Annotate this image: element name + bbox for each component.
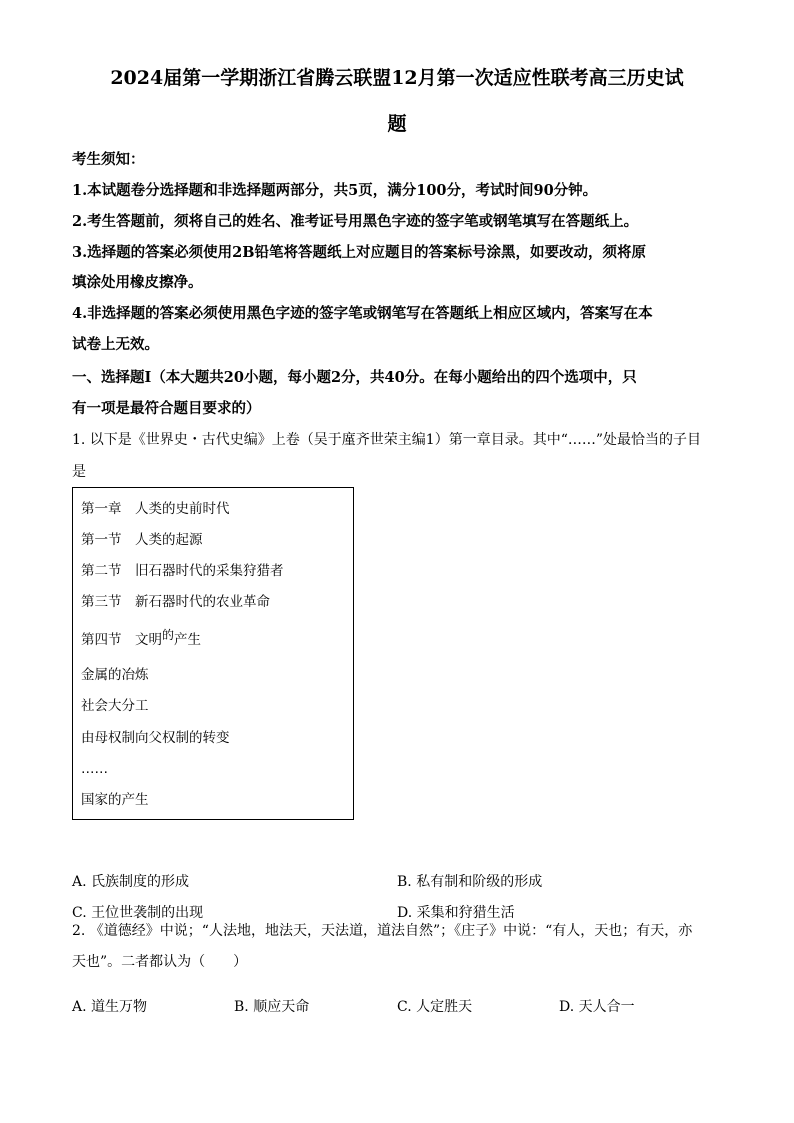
- toc-section-3: 第三节 新石器时代的农业革命: [81, 594, 270, 610]
- toc-section-2: 第二节 旧石器时代的采集狩猎者: [81, 563, 284, 579]
- question-1-option-c[interactable]: C. 王位世袭制的出现: [72, 905, 204, 921]
- notice-item: 2.考生答题前，须将自己的姓名、准考证号用黑色字迹的签字笔或钢笔填写在答题纸上。: [72, 213, 639, 230]
- toc-section-4: [81, 628, 202, 649]
- toc-section-4-superscript: 的: [162, 628, 175, 642]
- toc-item-3: 由母权制向父权制的转变: [81, 730, 230, 746]
- question-2-option-c[interactable]: C. 人定胜天: [397, 999, 473, 1015]
- question-1-option-d[interactable]: D. 采集和狩猎生活: [397, 905, 515, 921]
- toc-section-4-part-b: 产生: [174, 632, 202, 648]
- toc-item-2: 社会大分工: [81, 698, 149, 714]
- notice-item: 4.非选择题的答案必须使用黑色字迹的签字笔或钢笔写在答题纸上相应区域内，答案写在本: [72, 305, 653, 322]
- question-2-stem-line-1: 2. 《道德经》中说；“人法地，地法天，天法道，道法自然”；《庄子》中说：“有人，天也；有天，亦: [72, 923, 693, 939]
- toc-item-5: 国家的产生: [81, 792, 149, 808]
- question-1-option-b[interactable]: B. 私有制和阶级的形成: [397, 874, 543, 890]
- notice-item: 填涂处用橡皮擦净。: [72, 274, 203, 291]
- toc-item-ellipsis: ……: [81, 761, 108, 777]
- exam-title-line-2: 题: [387, 113, 407, 135]
- toc-chapter: 第一章 人类的史前时代: [81, 501, 230, 517]
- question-2-option-d[interactable]: D. 天人合一: [559, 999, 635, 1015]
- question-2-option-b[interactable]: B. 顺应天命: [234, 999, 310, 1015]
- question-2-stem-line-2: 天也”。二者都认为（ ）: [72, 954, 248, 970]
- question-1-stem-line-1: 1. 以下是《世界史・古代史编》上卷（吴于廑齐世荣主编1）第一章目录。其中“……”处最恰当的子目: [72, 432, 702, 448]
- question-2-option-a[interactable]: A. 道生万物: [72, 999, 148, 1015]
- notice-item: 试卷上无效。: [72, 336, 159, 353]
- notice-heading: 考生须知：: [72, 151, 145, 168]
- section-heading-line-1: 一、选择题Ⅰ（本大题共20小题，每小题2分，共40分。在每小题给出的四个选项中，只: [72, 369, 637, 386]
- toc-item-1: 金属的冶炼: [81, 667, 149, 683]
- toc-section-1: 第一节 人类的起源: [81, 532, 203, 548]
- table-of-contents-box: [72, 487, 354, 820]
- section-heading-line-2: 有一项是最符合题目要求的）: [72, 400, 261, 417]
- notice-item: 1.本试题卷分选择题和非选择题两部分，共5页，满分100分，考试时间90分钟。: [72, 182, 598, 199]
- question-1-stem-line-2: 是: [72, 464, 86, 480]
- exam-title-line-1: 2024届第一学期浙江省腾云联盟12月第一次适应性联考高三历史试: [110, 67, 684, 89]
- notice-item: 3.选择题的答案必须使用2B铅笔将答题纸上对应题目的答案标号涂黑，如要改动，须将原: [72, 244, 646, 261]
- question-1-option-a[interactable]: A. 氏族制度的形成: [72, 874, 190, 890]
- toc-section-4-part-a: 第四节 文明: [81, 632, 162, 648]
